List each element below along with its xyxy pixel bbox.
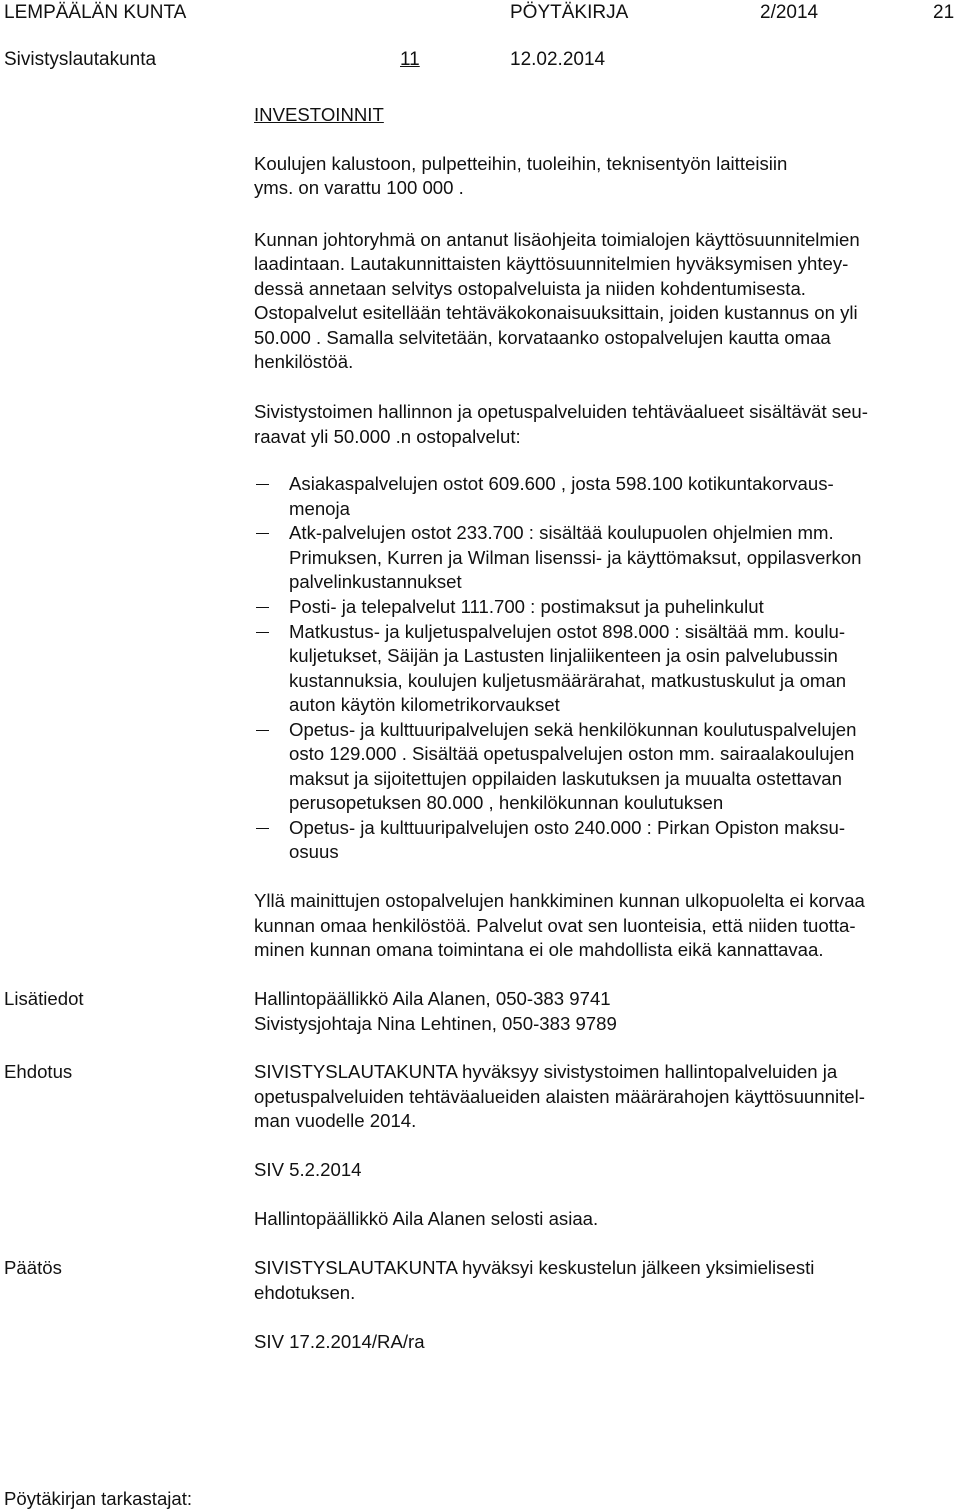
body-line: henkilöstöä. xyxy=(254,351,354,372)
body-line: Ostopalvelut esitellään tehtäväkokonaisuuksittain, joiden kustannus on yli xyxy=(254,302,858,323)
bullet-line: Asiakaspalvelujen ostot 609.600 , josta 598.100 kotikuntakorvaus- xyxy=(289,473,834,494)
document-type: PÖYTÄKIRJA xyxy=(510,2,629,23)
body-line: Kunnan johtoryhmä on antanut lisäohjeita toimialojen käyttösuunnitelmien xyxy=(254,229,860,250)
proposal-line: man vuodelle 2014. xyxy=(254,1110,417,1131)
bullet-line: maksut ja sijoitettujen oppilaiden laskutuksen ja muualta ostettavan xyxy=(289,768,842,789)
bullet-line: kuljetukset, Säijän ja Lastusten linjaliikenteen ja osin palvelubussin xyxy=(289,645,838,666)
body-line: yms. on varattu 100 000 . xyxy=(254,177,464,198)
paatos-label: Päätös xyxy=(4,1257,62,1278)
bullet-line: osuus xyxy=(289,841,339,862)
bullet-line: Primuksen, Kurren ja Wilman lisenssi- ja käyttömaksut, oppilasverkon xyxy=(289,547,862,568)
board-name: Sivistyslautakunta xyxy=(4,49,157,70)
page-number: 21 xyxy=(933,2,955,23)
proposal-line: SIVISTYSLAUTAKUNTA hyväksyy sivistystoimen hallintopalveluiden ja xyxy=(254,1061,838,1082)
proposal-line: opetuspalveluiden tehtäväalueiden alaisten määrärahojen käyttösuunnitel- xyxy=(254,1086,865,1107)
siv-reference: SIV 5.2.2014 xyxy=(254,1159,362,1180)
bullet-dash xyxy=(256,828,269,829)
minutes-checkers-label: Pöytäkirjan tarkastajat: xyxy=(4,1488,193,1509)
contact-line: Hallintopäällikkö Aila Alanen, 050-383 9741 xyxy=(254,988,611,1009)
bullet-dash xyxy=(256,632,269,633)
bullet-line: Matkustus- ja kuljetuspalvelujen ostot 898.000 : sisältää mm. koulu- xyxy=(289,621,846,642)
document-number: 2/2014 xyxy=(760,2,819,23)
body-line: Yllä mainittujen ostopalvelujen hankkiminen kunnan ulkopuolelta ei korvaa xyxy=(254,890,865,911)
siv-reference: SIV 17.2.2014/RA/ra xyxy=(254,1331,425,1352)
ehdotus-label: Ehdotus xyxy=(4,1061,73,1082)
municipality-name: LEMPÄÄLÄN KUNTA xyxy=(4,2,187,23)
bullet-line: Atk-palvelujen ostot 233.700 : sisältää koulupuolen ohjelmien mm. xyxy=(289,522,834,543)
body-line: kunnan omaa henkilöstöä. Palvelut ovat sen luonteisia, että niiden tuotta- xyxy=(254,915,856,936)
body-line: Koulujen kalustoon, pulpetteihin, tuoleihin, teknisentyön laitteisiin xyxy=(254,153,788,174)
section-heading: INVESTOINNIT xyxy=(254,104,384,125)
bullet-dash xyxy=(256,607,269,608)
bullet-line: palvelinkustannukset xyxy=(289,571,462,592)
body-line: laadintaan. Lautakunnittaisten käyttösuunnitelmien hyväksymisen yhtey- xyxy=(254,253,849,274)
decision-line: ehdotuksen. xyxy=(254,1282,356,1303)
bullet-line: auton käytön kilometrikorvaukset xyxy=(289,694,560,715)
bullet-line: menoja xyxy=(289,498,350,519)
body-line: raavat yli 50.000 .n ostopalvelut: xyxy=(254,426,521,447)
bullet-line: osto 129.000 . Sisältää opetuspalvelujen oston mm. sairaalakoulujen xyxy=(289,743,855,764)
meeting-date: 12.02.2014 xyxy=(510,49,606,70)
lisatiedot-label: Lisätiedot xyxy=(4,988,84,1009)
body-line: dessä annetaan selvitys ostopalveluista ja niiden kohdentumisesta. xyxy=(254,278,806,299)
bullet-line: kustannuksia, koulujen kuljetusmäärärahat, matkustuskulut ja oman xyxy=(289,670,847,691)
bullet-dash xyxy=(256,533,269,534)
body-line: Sivistystoimen hallinnon ja opetuspalveluiden tehtäväalueet sisältävät seu- xyxy=(254,401,868,422)
bullet-dash xyxy=(256,730,269,731)
body-line: minen kunnan omana toimintana ei ole mahdollista eikä kannattavaa. xyxy=(254,939,824,960)
body-line: 50.000 . Samalla selvitetään, korvataanko ostopalvelujen kautta omaa xyxy=(254,327,831,348)
bullet-line: Opetus- ja kulttuuripalvelujen osto 240.000 : Pirkan Opiston maksu- xyxy=(289,817,846,838)
bullet-dash xyxy=(256,484,269,485)
bullet-line: Opetus- ja kulttuuripalvelujen sekä henkilökunnan koulutuspalvelujen xyxy=(289,719,857,740)
bullet-line: Posti- ja telepalvelut 111.700 : postimaksut ja puhelinkulut xyxy=(289,596,764,617)
presentation-note: Hallintopäällikkö Aila Alanen selosti asiaa. xyxy=(254,1208,599,1229)
section-number: 11 xyxy=(400,49,420,70)
bullet-line: perusopetuksen 80.000 , henkilökunnan koulutuksen xyxy=(289,792,724,813)
decision-line: SIVISTYSLAUTAKUNTA hyväksyi keskustelun jälkeen yksimielisesti xyxy=(254,1257,815,1278)
contact-line: Sivistysjohtaja Nina Lehtinen, 050-383 9789 xyxy=(254,1013,617,1034)
